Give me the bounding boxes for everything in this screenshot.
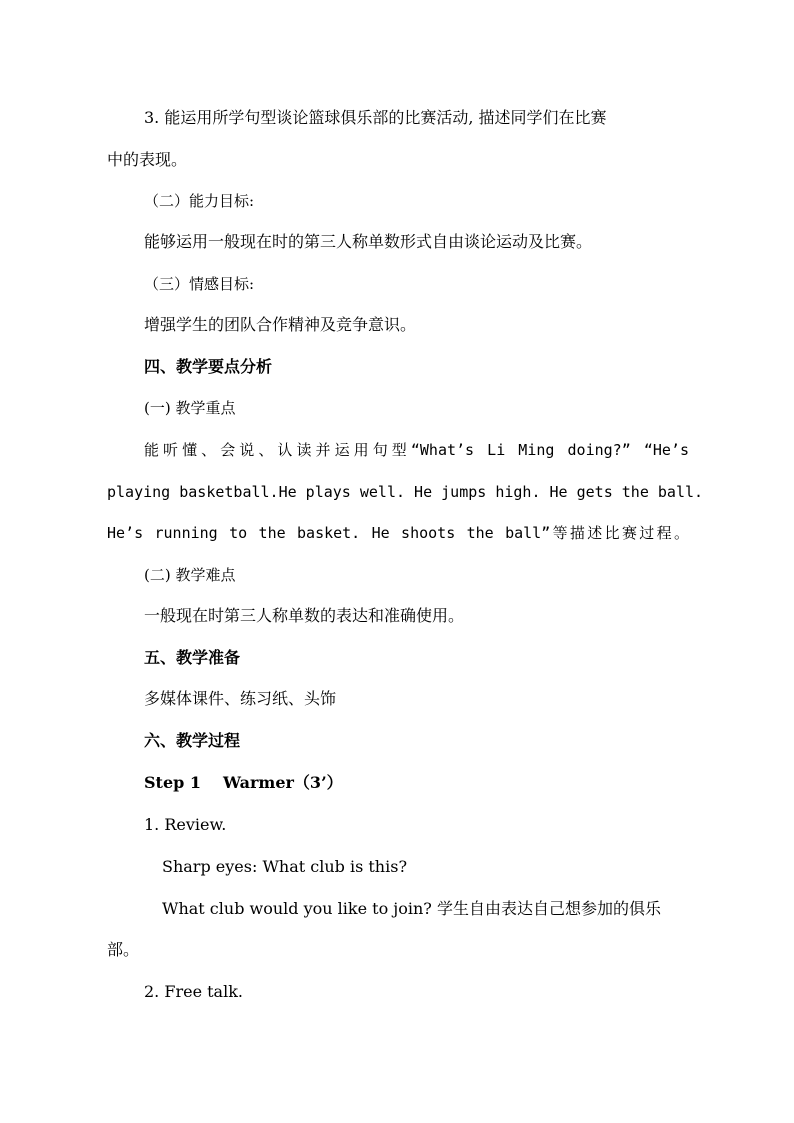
emotional-goal-text: 增强学生的团队合作精神及竞争意识。 xyxy=(144,315,417,334)
ability-goal-text: 能够运用一般现在时的第三人称单数形式自由谈论运动及比赛。 xyxy=(144,232,593,251)
objective-item-3: 3. 能运用所学句型谈论篮球俱乐部的比赛活动, 描述同学们在比赛 xyxy=(144,108,607,127)
free-talk-label: 2. Free talk. xyxy=(144,982,243,1001)
key-point-text-line-2: playing basketball.He plays well. He jumps high. He gets the ball. xyxy=(107,483,704,501)
review-activity: Sharp eyes: What club is this? xyxy=(162,857,408,876)
review-question: What club would you like to join? 学生自由表达自己想参加的俱乐 xyxy=(162,899,661,918)
key-point-text-line-1: 能听懂、会说、认读并运用句型“What’s Li Ming doing?” “He’s xyxy=(144,441,689,459)
preparation-text: 多媒体课件、练习纸、头饰 xyxy=(144,689,337,708)
difficult-point-text: 一般现在时第三人称单数的表达和准确使用。 xyxy=(144,606,465,625)
section-heading-5: 五、教学准备 xyxy=(144,648,241,667)
review-label: 1. Review. xyxy=(144,815,227,834)
step-1-heading xyxy=(144,773,343,793)
subheading-emotional-goals: （三）情感目标: xyxy=(144,275,255,293)
objective-item-3-continued: 中的表现。 xyxy=(107,150,188,169)
subheading-ability-goals: （二）能力目标: xyxy=(144,192,255,210)
step-number: Step 1 xyxy=(144,773,202,792)
key-point-text-line-3: He’s running to the basket. He shoots the ball”等描述比赛过程。 xyxy=(107,524,689,542)
section-heading-6: 六、教学过程 xyxy=(144,731,241,750)
subheading-key-points: (一) 教学重点 xyxy=(144,399,236,417)
section-heading-4: 四、教学要点分析 xyxy=(144,357,273,376)
subheading-difficult-points: (二) 教学难点 xyxy=(144,566,236,584)
review-question-continued: 部。 xyxy=(107,940,140,959)
step-title: Warmer（3’） xyxy=(223,773,343,792)
